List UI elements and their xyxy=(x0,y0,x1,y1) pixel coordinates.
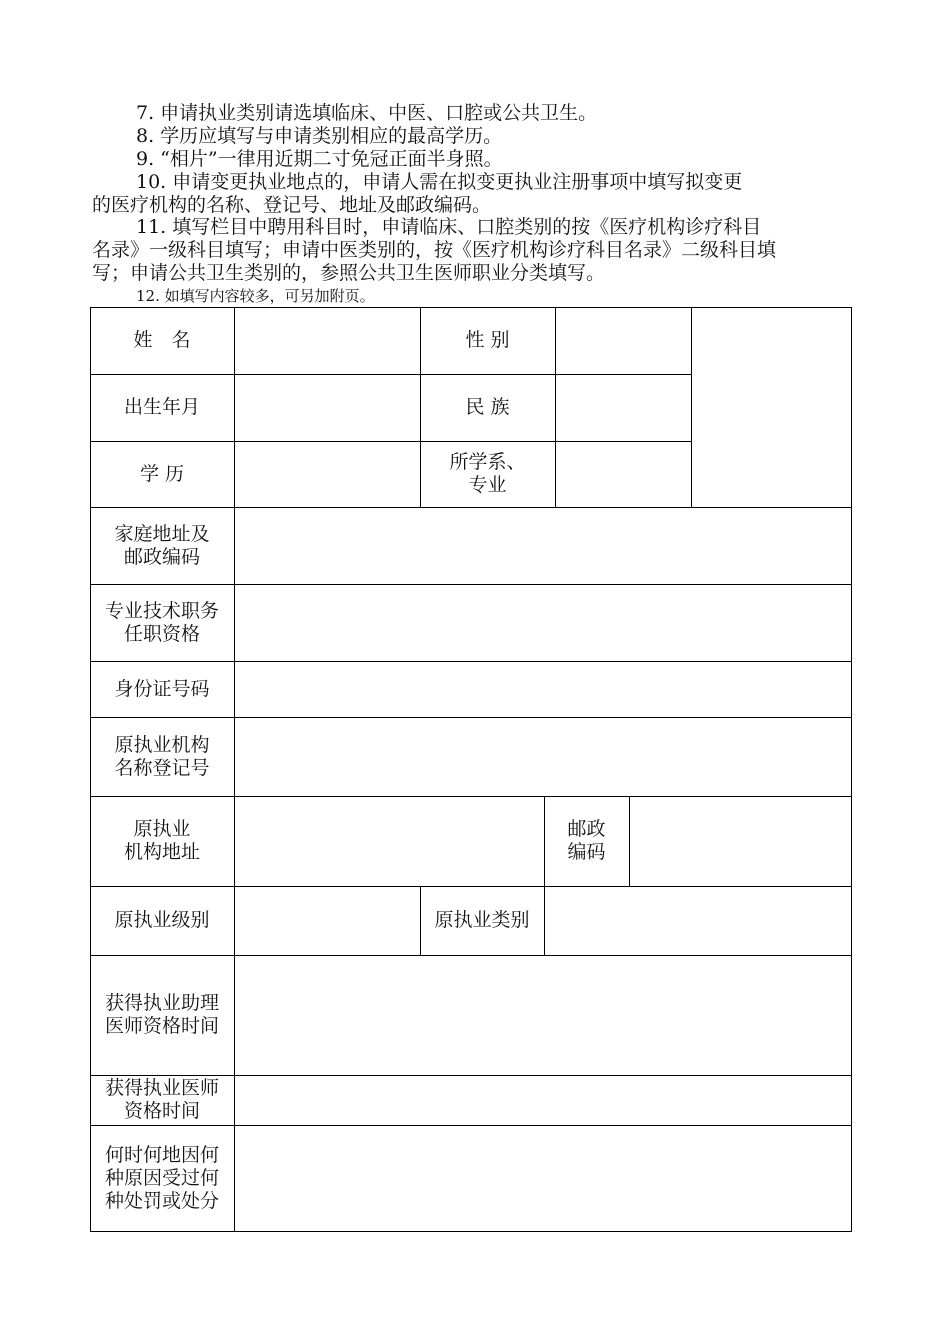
gender-label: 性 别 xyxy=(465,329,510,351)
postcode-field[interactable] xyxy=(630,797,851,886)
assistant-time-field[interactable] xyxy=(235,956,851,1075)
birth-label: 出生年月 xyxy=(123,396,200,418)
ethnicity-field[interactable] xyxy=(556,375,691,441)
title-field[interactable] xyxy=(235,585,851,661)
name-label: 姓 名 xyxy=(133,329,191,351)
ethnicity-label: 民 族 xyxy=(465,396,510,418)
penalty-field[interactable] xyxy=(235,1126,851,1231)
note-11-cont2: 写；申请公共卫生类别的，参照公共卫生医师职业分类填写。 xyxy=(92,262,606,284)
education-field[interactable] xyxy=(235,442,420,507)
gender-field[interactable] xyxy=(556,308,691,374)
assistant-time-label: 获得执业助理 医师资格时间 xyxy=(104,992,219,1037)
major-label: 所学系、 专业 xyxy=(449,451,526,496)
note-12: 12. 如填写内容较多，可另加附页。 xyxy=(136,287,375,305)
note-7: 7. 申请执业类别请选填临床、中医、口腔或公共卫生。 xyxy=(136,102,598,124)
birth-field[interactable] xyxy=(235,375,420,441)
physician-time-label: 获得执业医师 资格时间 xyxy=(104,1077,219,1122)
penalty-label: 何时何地因何 种原因受过何 种处罚或处分 xyxy=(104,1143,219,1212)
note-8: 8. 学历应填写与申请类别相应的最高学历。 xyxy=(136,125,503,147)
note-11: 11. 填写栏目中聘用科目时，申请临床、口腔类别的按《医疗机构诊疗科目 xyxy=(136,216,762,238)
address-field[interactable] xyxy=(235,508,851,584)
physician-time-field[interactable] xyxy=(235,1076,851,1125)
orig-org-address-label: 原执业 机构地址 xyxy=(123,818,200,863)
major-field[interactable] xyxy=(556,442,691,507)
note-10-cont: 的医疗机构的名称、登记号、地址及邮政编码。 xyxy=(92,194,492,216)
orig-level-field[interactable] xyxy=(235,887,420,955)
orig-category-field[interactable] xyxy=(545,887,851,955)
orig-category-label: 原执业类别 xyxy=(434,909,530,931)
note-11-cont1: 名录》一级科目填写；申请中医类别的，按《医疗机构诊疗科目名录》二级科目填 xyxy=(92,239,777,261)
address-label: 家庭地址及 邮政编码 xyxy=(114,522,210,568)
name-field[interactable] xyxy=(235,308,420,374)
id-number-field[interactable] xyxy=(235,662,851,717)
title-label: 专业技术职务 任职资格 xyxy=(104,599,219,645)
id-number-label: 身份证号码 xyxy=(114,677,210,700)
postcode-label: 邮政 编码 xyxy=(567,818,606,863)
orig-org-label: 原执业机构 名称登记号 xyxy=(114,733,210,779)
orig-org-field[interactable] xyxy=(235,718,851,796)
orig-level-label: 原执业级别 xyxy=(114,909,210,931)
education-label: 学 历 xyxy=(139,462,185,485)
orig-org-address-field[interactable] xyxy=(235,797,544,886)
note-10: 10. 申请变更执业地点的，申请人需在拟变更执业注册事项中填写拟变更 xyxy=(136,171,743,193)
note-9: 9. “相片”一律用近期二寸免冠正面半身照。 xyxy=(136,148,503,170)
photo-box[interactable] xyxy=(692,308,851,507)
